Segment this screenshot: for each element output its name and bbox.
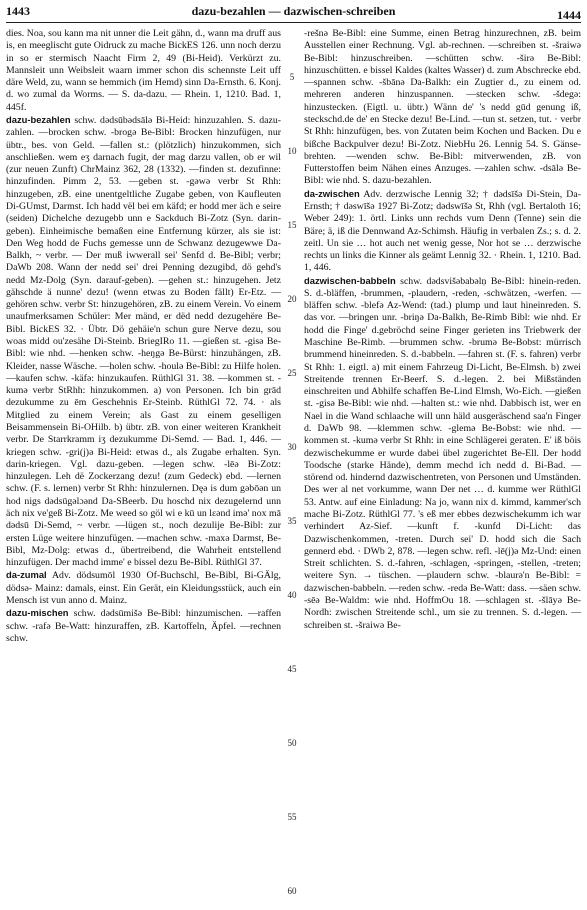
- continued-entry-text: -rešnə Be-Bibl: eine Summe, einen Betrag hinzurechnen, zB. beim Ausstellen einer Rechnung. Vgl. ab-rechnen. —schreiben st. -šraiwə Be-Bibl: hinzuschreiben. —schütten schw. -širə Be-Bibl: hinzuschütten. e bissel Kaldes (kaltes Wasser) d. zum Abschrecke ebd. —spannen schw. -šbānə Da-Balkh: ein Zugtier d., zu einem od. mehreren anderen hinzuspannen. —stecken schw. -šdegə: hinzustecken. (Eigtl. u. übtr.) Wänn de' 's nedd gūd genung iß, steckschd.de de' en Stecke dezu! Be-Lind. —tun st. setzen, tut. · verbr St Rhh: hinzufügen, bes. von Zutaten beim Kochen und Backen. Du e bißche Backpulver dezu! Bi-Zotz. NiebHu 26. Lennig 54. S. Gänse-brehten. —wenden schw. Be-Bibl: mitverwenden, zB. von Futterstoffen beim Nähen eines Anzuges. —zahlen schw. -dsālə Be-Bibl: wie nhd. S. dazu-bezahlen.: [304, 28, 581, 187]
- line-number: 50: [287, 738, 297, 748]
- entry-headword: da-zwischen: [304, 187, 360, 199]
- dictionary-entry: [304, 188, 581, 275]
- entry-body: schw. dədsūbədsālə Bi-Heid: hinzuzahlen. S. dazu-zahlen. —brocken schw. -brogə Be-Bibl: Brocken hinzufügen, nur übtr., bes. von Geld. —fallen st.: (plötzlich) hinzukommen, sich anschließen. wem eʒ darnach fugit, der mag darzu vallen, ob er wil (zur neuen Zunft) ChrMainz 362, 28 (1332). —finden st. dezufinne: hinzufinden. Pimm 2, 53. —geben st. -gəwə verbr St Rhh: hinzugeben, zB. eine unentgeltliche Zugabe geben, von Kaufleuten Di-GUmst, Darmst. Ich hadd vël bei em käfd; er hodd mer äch e seire (seiden) Dichelche dezugebb unn e Sackduch Bi-Zotz (Syn. darin-geben). Einheimische bemaßen eine Entfernung kürzer, als sie ist: Den Weg hodd de Fuchs gemesse unn de Schwanz dezugewwe Da-Balkh, ~ verbr. — Der muß iwwerall sei' Senfd d. Be-Bibl; verbr; DaWb 208. Wann der nedd sei' drei Penning dezugibd, dö gehd's nedd Mz-Dolg (Syn. darauf-geben). —gehen st.: hinzugehen. Jetz gähschde ä nunne' dezu! (wenn etwas zu Boden fällt) Er-Etz. —gehören schw. verbr St: hinzugehören, zB. zu einem Verein. Vo einem unaufmerksamen Schüler: Mer mänd, er dëd nedd dezugehëre Be-Bibl. BickES 32. · Übtr. Dö gehäie'n schun gure Nerve dezu, sou woas midd ou'zesähe Di-Steinb. BriegIRo 11. —gießen st. -gisə Be-Bibl: wie nhd. —henken schw. -heŋgə Be-Bürst: hinzuhängen, zB. Kleider, nasse Wäsche. —holen schw. -houlə Be-Bibl: zu Hilfe holen. —kaufen schw. -käfə: hinzukaufen. RüthlGl 31. 38. —kommen st. -kumə verbr StRhh: hinzukommen. a) von Personen. Ich bin grād dezukumme zu ēm Geschehnis Er-Steinb. RüthlGl 72. 74. · als Mitglied zu einem Verein; als Gast zu einem geselligen Beisammensein Bi-OHilb. b) übtr. zB. von einer weiteren Krankheit verbr. De Starrkramm iʒ dezukumme Di-Semd. — Bad. 1, 446. —kriegen schw. -gri(j)ə Bi-Heid: etwas d., als Zugabe erhalten. Syn. darin-kriegen. Vgl. dazu-geben. —legen schw. -lēə Bi-Zotz: hinzulegen. Leh dë Zockerzang dezu! (zum Gedeck) ebd. —lernen schw. (F. s. lernen) verbr St Rhh: hinzulernen. Dęə is dum gəbōən un hod nigs dədsūgəlɔənd Da-SBeerb. Du hoschd nix dezugelernd unn äch nix ve'geß Bi-Zotz. Me weed so göl wi e kū un lɛənd imə' nox mā dədsū Di-Semd, ~ verbr. —lügen st., noch dezulije Be-Bibl: zur ersten Lüge weitere hinzufügen. —machen schw. -maxə Darmst, Be-Bibl, Mz-Dolg: etwas d., übertreibend, die Wahrheit entstellend hinzufügen. Der machd imme' e bissel dezu Be-Bibl. RüthlGl 37.: [6, 114, 281, 569]
- line-number: 35: [287, 516, 297, 526]
- line-number: 25: [287, 368, 297, 378]
- line-number: 60: [287, 886, 297, 896]
- dictionary-entry: [6, 114, 281, 569]
- dictionary-entry: [6, 569, 281, 607]
- left-column: [6, 28, 281, 898]
- entry-body: schw. dədsūmišə Be-Bibl: hinzumischen. —raffen schw. -rafə Be-Watt: hinzuraffen, zB. Kartoffeln, Äpfel. —rechnen schw.: [6, 608, 281, 644]
- continued-entry-text: dies. Noa, sou kann ma nit unner die Leit gähn, d., wann ma druff aus is, en meeglischt gute Oidruck zu mache BickES 126. unn noch derzu in so er stermisch Naacht Firm 2, 49 (Bi-Heid). Verkürzt zu. Mannsleit unn Weibsleit waarn immer schon dis schennste Leit uff däre Weld, zu, wann se hemmich (im Hemd) sinn Da-Ernsth. 6. Konj. d. wo zumal da Worms. — S. da-dazu. — Rhein. 1, 1210. Bad. 1, 445f.: [6, 28, 281, 113]
- entry-headword: da-zumal: [6, 569, 47, 581]
- right-column: [304, 28, 581, 898]
- entry-body: Adv. derzwische Lennig 32; † dədsīšə Di-Stein, Da-Ernsth; † dəswīšə 1927 Bi-Zotz; dədswīšə St, Rhh (vgl. Bertaloth 16; Weber 249): 1. örtl. Links unn rechds vum Denn (Tenne) sein die Bäre; ä, iß die Dennwand Az-Schimsh. Häufig in verbalen Zs.; s. d. 2. zeitl. Un sie … hot auch net wenig gesse, Nor hot se … derzwische rechts un links die Kinner als geämt Lennig 32. · Rhein. 1, 1210. Bad. 1, 446.: [304, 188, 581, 274]
- right-page-number: 1444: [557, 8, 581, 22]
- header-rule: [6, 22, 581, 23]
- line-number: 40: [287, 590, 297, 600]
- entry-body: schw. dədsvišəbabəlṇ Be-Bibl: hinein-reden. S. d.-bläffen, -brummen, -plaudern, -reden, -schwätzen, -werfen. —bläffen schw. -blefə Az-Wend: (tad.) plump und laut hineinreden. S. das vor. —bringen unr. -briŋə Da-Balkh, Be-Rimb Bibl: wie nhd. Er hodd die Finge' d.gebröchd seine Finger gerieten ins Triebwerk der Maschine Be-Rimb. —brummen schw. -brumə Be-Bobst: mürrisch brummend hineinreden. S. d.-babbeln. —fahren st. (F. s. fahren) verbr St Rhh: 1. eigtl. a) mit einem Fahrzeug Di-Licht, Be-Elmsh. b) zwei Streitende trennen Er-Beerf. S. d.-legen. 2. bei Mißständen einschreiten und Abhilfe schaffen Be-Lind Elmsh, Wo-Eich. —gießen st. -gisə Be-Bibl: wie nhd. —halten st.: wie nhd. Dabbisch ist, wer en Nael in die Wand schlaache will unn häld ausgeräschend saa'n Finger d. DaWb 98. —klemmen schw. -glemə Be-Bobst: wie nhd. —kommen st. -kumə verbr St Rhh: in eine Schlägerei geraten. E' iß böis dezwischekumme er wurde dabei übel zugerichtet Be-Ell. Der hodd Toodsche (starke Hände), demm mechd ich nedd d. Bi-Bad. — störend od. hindernd dazwischentreten, von Personen und Umständen. Des wer al net vorkumme, wann Der net … d. kumme wer RüthlGl 53. Antw. auf eine Einladung: Na jo, wann nix d. kimmd, kammer'sch mache Bi-Zotz. RüthlGl 77. 's eß mer ebbes dezwischekumm ich war verhindert Az-Sief. —kunft f. -kunfd Di-Licht: das Dazwischenkommen, -treten. Durch sei' D. hodd sich die Sach gennerd ebd. · DWb 2, 878. —legen schw. refl. -lē(j)ə Mz-Und: einen Streit schlichten. S. d.-fahren, -schlagen, -springen, -stellen, -treten; weitere Syn. → tüschen. —plaudern schw. -blaurə'n Be-Bibl: = dazwischen-babbeln. —reden schw. -redə Be-Watt: dass. —säen schw. -sēə Be-Waldm: wie nhd. HoffmOu 18. —schlagen st. -šlāyə Be-Nordh: zwischen Streitende schl., um sie zu trennen. S. d.-legen. —schreiben st. -šraiwə Be-: [304, 275, 581, 631]
- line-number-gutter: [282, 28, 302, 898]
- page-header: [6, 4, 581, 22]
- line-number: 55: [287, 812, 297, 822]
- dictionary-entry: [304, 275, 581, 632]
- line-number: 5: [289, 72, 295, 82]
- left-page-number: 1443: [6, 4, 30, 18]
- line-number: 30: [287, 442, 297, 452]
- line-number: 10: [287, 146, 297, 156]
- line-number: 15: [287, 220, 297, 230]
- entry-headword: dazu-mischen: [6, 607, 69, 619]
- entry-body: Adv. dödsumōl 1930 Of-Buchschl, Be-Bibl, Bi-GÄlg, dödsə- Mainz: damals, einst. Ein Gerät, ein Kleidungsstück, auch ein Mensch ist vun anno d. Mainz.: [6, 570, 281, 606]
- entry-headword: dazu-bezahlen: [6, 113, 71, 125]
- running-title: dazu-bezahlen — dazwischen-schreiben: [191, 4, 396, 18]
- dictionary-entry: [6, 607, 281, 645]
- line-number: 45: [287, 664, 297, 674]
- line-number: 20: [287, 294, 297, 304]
- entry-headword: dazwischen-babbeln: [304, 274, 396, 286]
